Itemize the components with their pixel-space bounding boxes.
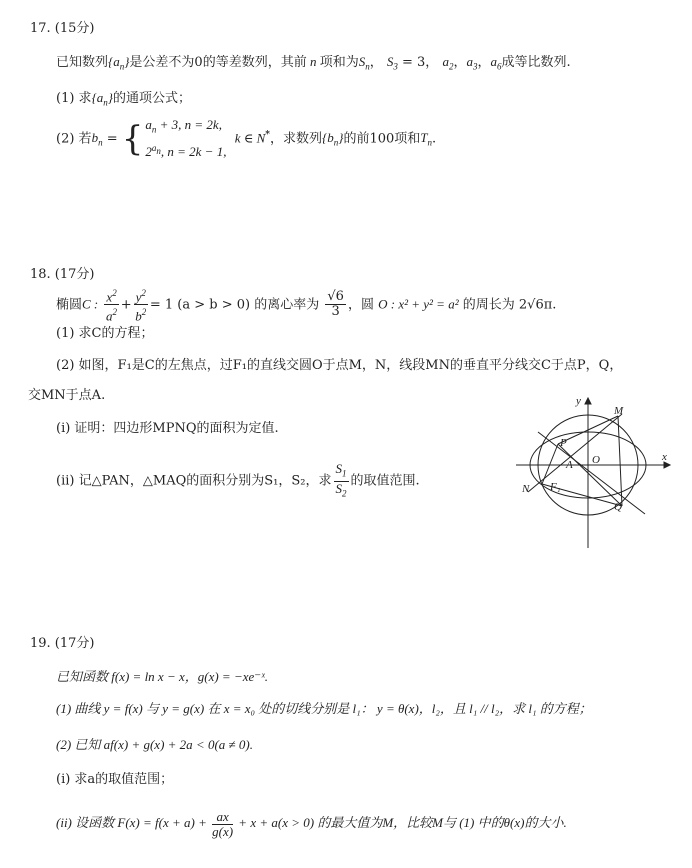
fig-label-M: M xyxy=(614,405,624,417)
ellipse-circle-figure xyxy=(510,392,680,552)
problem-17-header: 17. (15分) xyxy=(30,21,95,36)
fig-label-x: x xyxy=(662,451,667,463)
fig-label-y: y xyxy=(576,395,581,407)
fig-label-P: P xyxy=(560,437,567,449)
fig-label-F1: F₁ xyxy=(550,481,561,493)
problem-18-q1: (1) 求C的方程； xyxy=(56,326,154,341)
problem-19-qi: (i) 求a的取值范围； xyxy=(56,772,174,787)
problem-18-q2-cont: 交MN于点A. xyxy=(28,388,106,403)
problem-19-header: 19. (17分) xyxy=(30,636,95,651)
fig-label-A: A xyxy=(566,459,573,471)
problem-17-q1: (1) 求$\{a_n\}$的通项公式； xyxy=(56,90,191,108)
problem-17-stem: 已知数列$\{a_n\}$是公差不为0的等差数列，其前 n 项和为$S_n$， $S_3 = 3$， $a_2$，$a_3$，$a_6$成等比数列. xyxy=(56,54,571,72)
problem-19-stem: 已知函数 f(x) = ln x − x，g(x) = −xe⁻ˣ. xyxy=(56,669,269,684)
problem-18-header: 18. (17分) xyxy=(30,267,95,282)
problem-18-q2: (2) 如图，F₁是C的左焦点，过F₁的直线交圆O于点M，N，线段MN的垂直平分线交C于点P，Q， xyxy=(56,358,623,373)
problem-19-qii: (ii) 设函数 F(x) = f(x + a) + $\frac{ax}{g(x)}$ + x + a(x > 0) 的最大值为M，比较M与 (1) 中的θ(x)的大小. xyxy=(56,808,567,839)
problem-19-q2: (2) 已知 af(x) + g(x) + 2a < 0(a ≠ 0). xyxy=(56,737,253,752)
fig-label-N: N xyxy=(522,483,530,495)
fig-label-O: O xyxy=(592,454,600,466)
problem-17-q2: (2) 若$b_n$ = { $a_n + 3$, n = 2k, $2^{a_n}$, n = 2k − 1, k ∈ N*，求数列$\{b_n\}$的前100项和$T_n$. xyxy=(56,117,437,160)
problem-18-qii: (ii) 记△PAN，△MAQ的面积分别为S₁，S₂，求 $\frac{S_1}{S_2}$ 的取值范围. xyxy=(56,461,420,499)
problem-18-qi: (i) 证明：四边形MPNQ的面积为定值. xyxy=(56,421,279,436)
problem-19-q1: (1) 曲线 y = f(x) 与 y = g(x) 在 x = x₀ 处的切线分别是 l₁： y = θ(x)，l₂，且 l₁ // l₂，求 l₁ 的方程； xyxy=(56,701,592,716)
problem-18-stem: 椭圆C : $\frac{x^2}{a^2}$ + $\frac{y^2}{b^2}$ = 1 (a > b > 0) 的离心率为 $\frac{√6}{3}$ ，圆 O : x² + y² = a² 的周长为 2√6π. xyxy=(56,288,557,324)
fig-label-Q: Q xyxy=(614,501,622,513)
